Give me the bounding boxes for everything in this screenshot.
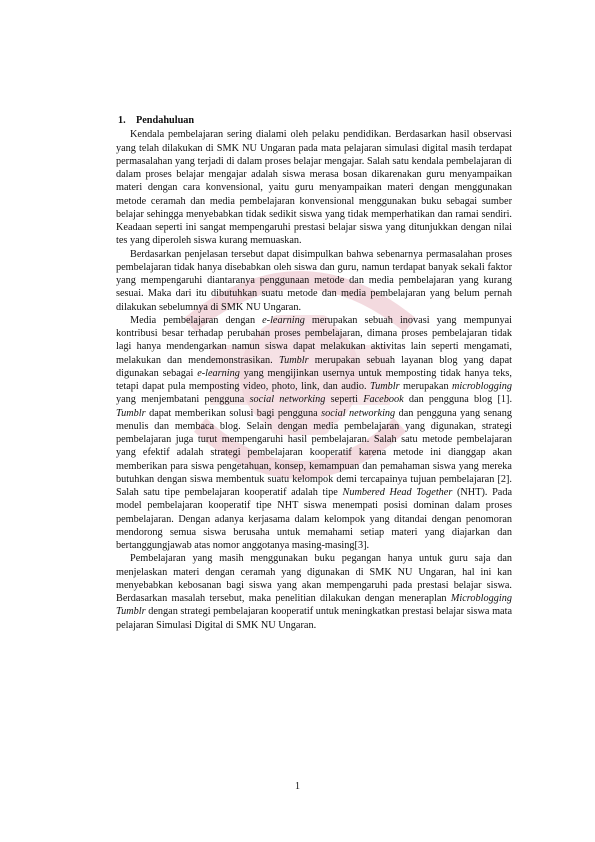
- text-run: dan pengguna yang senang menulis dan membaca blog. Selain dengan media pembelajaran yang digunakan, strategi pembelajaran juga turut mempengaruhi hasil pembelajaran. Salah satu metode pembelajaran yang efektif adalah strategi pembelajaran kooperatif karena metode ini dianggap akan memberikan para siswa pengetahuan, konsep, kemampuan dan pemahaman siswa yang mereka butuhkan dengan siswa membentuk suatu kelompok demi tercapainya tujuan pembelajaran [2]. Salah satu tipe pembelajaran kooperatif adalah tipe: [116, 407, 512, 498]
- section-title: Pendahuluan: [136, 115, 195, 126]
- text-run: Berdasarkan penjelasan tersebut dapat disimpulkan bahwa sebenarnya permasalahan proses pembelajaran tidak hanya disebabkan oleh siswa dan guru, namun terdapat banyak sekali faktor yang mempengaruhi diantaranya penggunaan metode dan media pembelajaran yang kurang sesuai. Maka dari itu dibutuhkan suatu metode dan media pembelajaran yang belum pernah dilakukan sebelumnya di SMK NU Ungaran.: [116, 248, 512, 313]
- italic-term: e-learning: [197, 367, 240, 379]
- italic-term: social networking: [321, 407, 396, 419]
- text-run: (NHT). Pada model pembelajaran kooperatif tipe NHT siswa menempati posisi dominan dalam proses pembelajaran. Dengan adanya kerjasama dalam kelompok yang ditandai dengan penomoran mendorong semua siswa berusaha untuk memahami setiap materi yang diajarkan dan bertanggungjawab atas nomor anggotanya masing-masing[3].: [116, 487, 512, 551]
- text-run: merupakan: [399, 381, 453, 392]
- section-number: 1.: [118, 115, 126, 126]
- italic-term: Numbered Head Together: [342, 487, 453, 498]
- body-paragraph: [116, 128, 512, 247]
- italic-term: Tumblr: [370, 381, 400, 392]
- text-run: seperti: [325, 394, 364, 406]
- text-run: dengan strategi pembelajaran kooperatif untuk meningkatkan prestasi belajar siswa mata pelajaran Simulasi Digital di SMK NU Ungaran.: [116, 606, 512, 631]
- body-paragraph: [116, 248, 512, 314]
- italic-term: microblogging: [452, 381, 512, 392]
- italic-term: Tumblr: [116, 407, 146, 419]
- italic-term: Facebook: [363, 394, 404, 406]
- body-paragraph: [116, 314, 512, 553]
- text-run: merupakan sebuah layanan blog yang dapat digunakan sebagai: [116, 354, 513, 379]
- italic-term: Microblogging Tumblr: [116, 593, 512, 618]
- italic-term: e-learning: [262, 314, 305, 326]
- text-run: dan pengguna blog [1].: [403, 394, 513, 406]
- text-run: Pembelajaran yang masih menggunakan buku pegangan hanya untuk guru saja dan menjelaskan materi dengan ceramah yang digunakan di SMK NU Ungaran, hal ini kan menyebabkan kebosanan bagi siswa yang akan mempengaruhi pada prestasi belajar siswa. Berdasarkan masalah tersebut, maka penelitian dilakukan dengan meneraplan: [116, 553, 512, 604]
- paragraphs: [116, 128, 512, 632]
- text-run: Kendala pembelajaran sering dialami oleh pelaku pendidikan. Berdasarkan hasil observasi yang telah dilakukan di SMK NU Ungaran pada mata pelajaran simulasi digital masih terdapat permasalahan yang terjadi di dalam proses belajar mengajar. Salah satu kendala pembelajaran di dalam proses belajar mengajar adalah siswa merasa bosan dikarenakan guru menyampaikan materi dengan cara konvensional, yaitu guru menyampaikan materi dengan menggunakan metode ceramah dan media pembelajaran konvensional menggunakan buku sebagai sumber belajar sehingga menyebabkan tidak sedikit siswa yang tidak memperhatikan dan ramai sendiri. Keadaan seperti ini sangat mempengaruhi prestasi belajar siswa yang ditunjukkan dengan nilai tes yang diperoleh siswa kurang memuaskan.: [116, 129, 512, 247]
- page-content: [116, 114, 512, 632]
- italic-term: social networking: [249, 394, 326, 406]
- body-paragraph: [116, 552, 512, 632]
- section-heading: [116, 114, 512, 127]
- text-run: Media pembelajaran dengan: [130, 314, 263, 326]
- text-run: yang menjembatani pengguna: [116, 394, 250, 406]
- page-number: 1: [295, 781, 300, 792]
- text-run: yang mengijinkan usernya untuk memposting tidak hanya teks, tetapi dapat pula memposting video, photo, link, dan audio.: [116, 367, 512, 392]
- italic-term: Tumblr: [278, 354, 309, 366]
- text-run: merupakan sebuah inovasi yang mempunyai kontribusi besar terhadap perubahan proses pembelajaran, dimana proses pembelajaran tidak lagi hanya mendengarkan namun siswa dapat melakukan aktivitas lain seperti mengamati, melakukan dan mendemonstrasikan.: [116, 314, 512, 366]
- text-run: dapat memberikan solusi bagi pengguna: [145, 407, 322, 419]
